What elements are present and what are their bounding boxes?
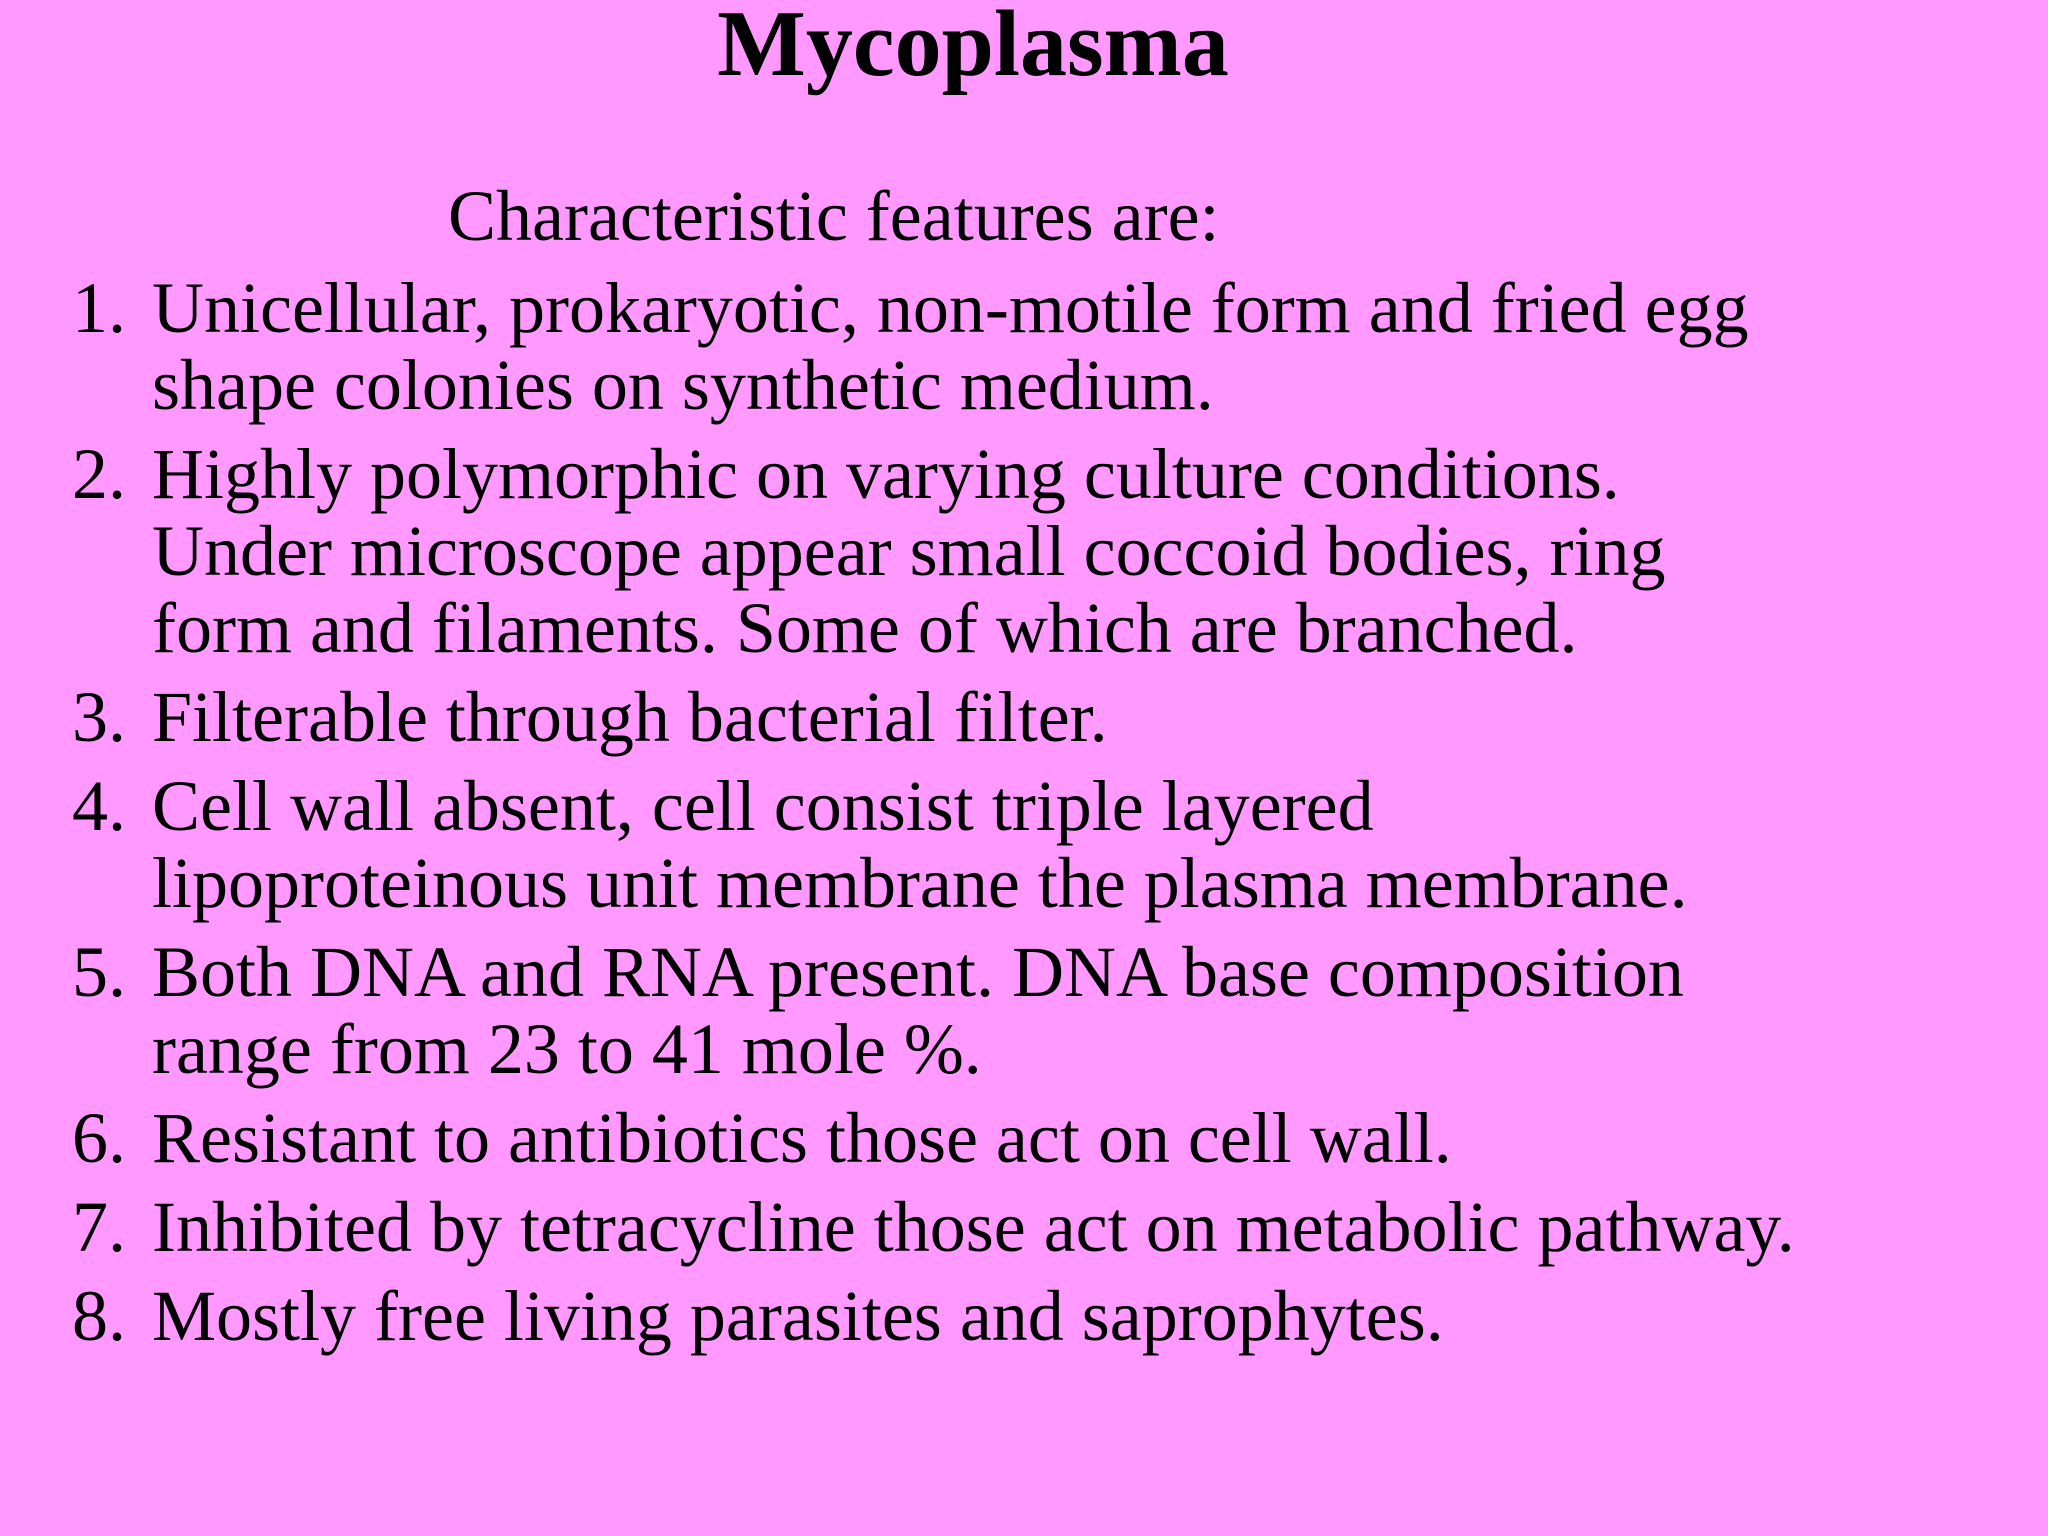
feature-item-2 xyxy=(72,436,2012,667)
feature-item-5 xyxy=(72,934,2012,1088)
feature-text xyxy=(152,679,1108,756)
feature-item-8 xyxy=(72,1278,2012,1355)
feature-line: Inhibited by tetracycline those act on metabolic pathway. xyxy=(152,1187,1795,1267)
feature-item-7 xyxy=(72,1189,2012,1266)
feature-number: 8. xyxy=(72,1276,126,1356)
feature-item-1 xyxy=(72,270,2012,424)
feature-line: range from 23 to 41 mole %. xyxy=(152,1009,982,1089)
feature-item-6 xyxy=(72,1100,2012,1177)
feature-text xyxy=(152,1189,1795,1266)
feature-number: 4. xyxy=(72,766,126,846)
feature-text xyxy=(152,934,1684,1088)
feature-line: shape colonies on synthetic medium. xyxy=(152,345,1214,425)
feature-text xyxy=(152,436,1665,667)
feature-text xyxy=(152,270,1749,424)
feature-number: 5. xyxy=(72,932,126,1012)
feature-number: 7. xyxy=(72,1187,126,1267)
feature-line: lipoproteinous unit membrane the plasma membrane. xyxy=(152,843,1688,923)
feature-text xyxy=(152,768,1688,922)
feature-number: 3. xyxy=(72,677,126,757)
feature-line: Under microscope appear small coccoid bodies, ring xyxy=(152,511,1666,591)
feature-number: 1. xyxy=(72,268,126,348)
feature-number: 6. xyxy=(72,1098,126,1178)
feature-line: Unicellular, prokaryotic, non-motile form and fried egg xyxy=(152,268,1749,348)
feature-line: Highly polymorphic on varying culture conditions. xyxy=(152,434,1620,514)
feature-line: Filterable through bacterial filter. xyxy=(152,677,1108,757)
feature-line: Mostly free living parasites and saprophytes. xyxy=(152,1276,1444,1356)
feature-line: Resistant to antibiotics those act on cell wall. xyxy=(152,1098,1452,1178)
feature-line: Cell wall absent, cell consist triple layered xyxy=(152,766,1374,846)
feature-line: Both DNA and RNA present. DNA base composition xyxy=(152,932,1684,1012)
slide-subtitle: Characteristic features are: xyxy=(448,176,1220,256)
feature-item-3 xyxy=(72,679,2012,756)
feature-text xyxy=(152,1278,1444,1355)
feature-text xyxy=(152,1100,1452,1177)
feature-item-4 xyxy=(72,768,2012,922)
feature-line: form and filaments. Some of which are branched. xyxy=(152,588,1578,668)
feature-list xyxy=(72,270,2012,1355)
slide-title: Mycoplasma xyxy=(717,0,1229,96)
feature-number: 2. xyxy=(72,434,126,514)
